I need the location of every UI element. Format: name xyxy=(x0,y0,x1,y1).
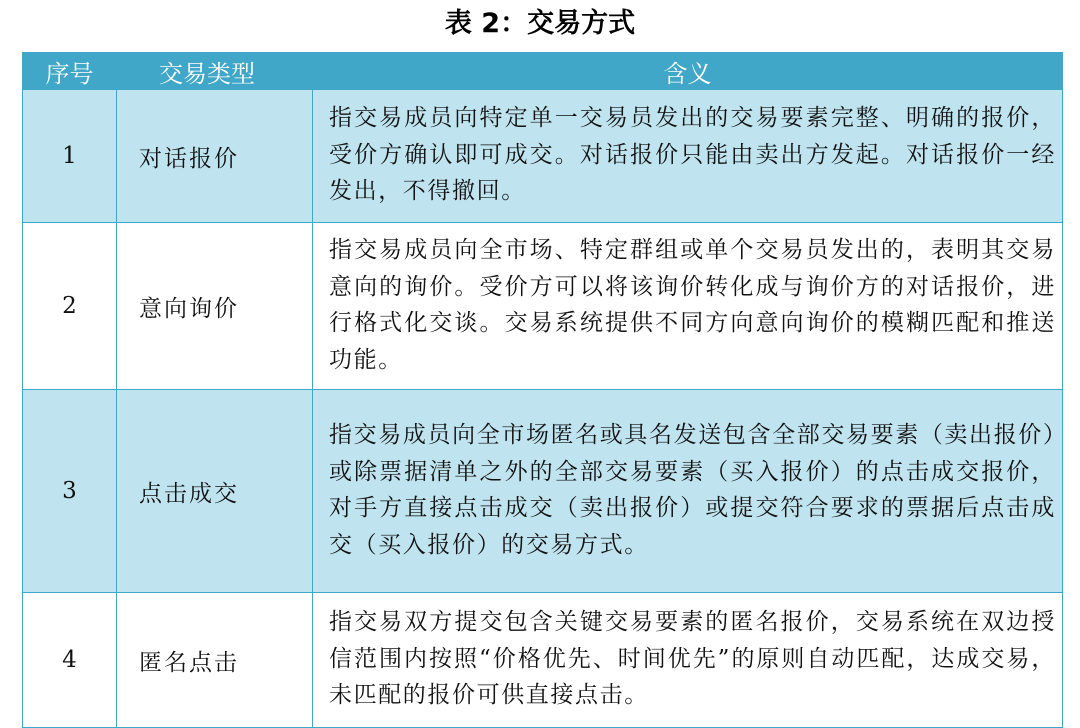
table-title: 表 2：交易方式 xyxy=(444,8,636,39)
table-row xyxy=(23,593,1063,728)
transaction-types-table xyxy=(22,52,1063,728)
row-number: 1 xyxy=(23,90,117,223)
row-type: 对话报价 xyxy=(117,90,313,223)
row-description: 指交易双方提交包含关键交易要素的匿名报价，交易系统在双边授信范围内按照“价格优先、时间优先”的原则自动匹配，达成交易，未匹配的报价可供直接点击。 xyxy=(313,593,1063,728)
table-row xyxy=(23,390,1063,593)
row-type: 匿名点击 xyxy=(117,593,313,728)
table-row xyxy=(23,223,1063,390)
row-description: 指交易成员向全市场、特定群组或单个交易员发出的，表明其交易意向的询价。受价方可以将该询价转化成与询价方的对话报价，进行格式化交谈。交易系统提供不同方向意向询价的模糊匹配和推送功能。 xyxy=(313,223,1063,390)
row-description: 指交易成员向特定单一交易员发出的交易要素完整、明确的报价，受价方确认即可成交。对话报价只能由卖出方发起。对话报价一经发出，不得撤回。 xyxy=(313,90,1063,223)
table-row xyxy=(23,90,1063,223)
row-type: 意向询价 xyxy=(117,223,313,390)
row-description: 指交易成员向全市场匿名或具名发送包含全部交易要素（卖出报价）或除票据清单之外的全部交易要素（买入报价）的点击成交报价，对手方直接点击成交（卖出报价）或提交符合要求的票据后点击成交（买入报价）的交易方式。 xyxy=(313,390,1063,593)
row-number: 2 xyxy=(23,223,117,390)
header-number: 序号 xyxy=(23,53,117,90)
row-type: 点击成交 xyxy=(117,390,313,593)
row-number: 4 xyxy=(23,593,117,728)
table-header-row xyxy=(23,53,1063,90)
row-number: 3 xyxy=(23,390,117,593)
header-type: 交易类型 xyxy=(117,53,313,90)
header-meaning: 含义 xyxy=(313,53,1063,90)
